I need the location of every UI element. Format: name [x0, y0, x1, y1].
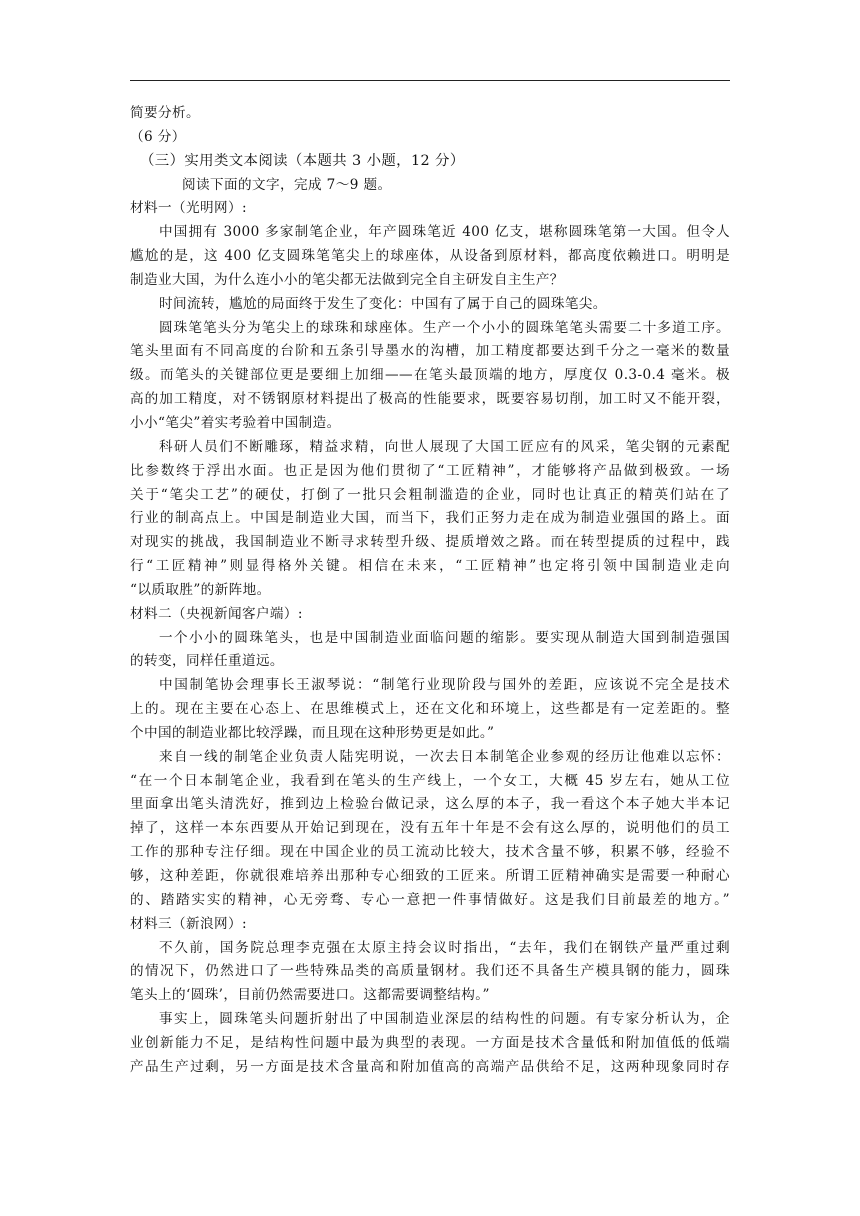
- text-line: 一个小小的圆珠笔头，也是中国制造业面临问题的缩影。要实现从制造大国到制造强国: [159, 629, 730, 646]
- text-line: 事实上，圆珠笔头问题折射出了中国制造业深层的结构性的问题。有专家分析认为，企: [159, 1011, 730, 1028]
- text-line: （三）实用类文本阅读（本题共 3 小题，12 分）: [140, 152, 465, 169]
- text-line: 来自一线的制笔企业负责人陆宪明说，一次去日本制笔企业参观的经历让他难以忘怀：: [159, 748, 730, 765]
- text-line: 够，这种差距，你就很难培养出那种专心细致的工匠来。所谓工匠精神确实是需要一种耐心: [130, 868, 730, 884]
- text-line: 级。而笔头的关键部位更是要细上加细——在笔头最顶端的地方，厚度仅 0.3-0.4 毫米。极: [130, 367, 730, 384]
- text-line: 时间流转，尴尬的局面终于发生了变化：中国有了属于自己的圆珠笔尖。: [159, 295, 607, 312]
- document-body: [130, 102, 730, 1080]
- text-line: 里面拿出笔头清洗好，推到边上检验台做记录，这么厚的本子，我一看这个本子她大半本记: [130, 796, 730, 813]
- text-line: 的情况下，仍然进口了一些特殊品类的高质量钢材。我们还不具备生产模具钢的能力，圆珠: [130, 963, 730, 980]
- text-line: 圆珠笔笔头分为笔尖上的球珠和球座体。生产一个小小的圆珠笔笔头需要二十多道工序。: [159, 319, 730, 336]
- text-line: 中国制笔协会理事长王淑琴说：“制笔行业现阶段与国外的差距，应该说不完全是技术: [159, 677, 730, 694]
- text-line: 阅读下面的文字，完成 7～9 题。: [182, 176, 392, 193]
- text-line: 不久前，国务院总理李克强在太原主持会议时指出，“去年，我们在钢铁产量严重过剩: [159, 939, 730, 956]
- text-line: 行业的制高点上。中国是制造业大国，而当下，我们正努力走在成为制造业强国的路上。面: [130, 510, 730, 527]
- text-line: “以质取胜”的新阵地。: [130, 581, 271, 598]
- text-line: 制造业大国，为什么连小小的笔尖都无法做到完全自主研发自主生产？: [130, 271, 564, 288]
- text-line: 比参数终于浮出水面。也正是因为他们贯彻了“工匠精神”，才能够将产品做到极致。一场: [130, 462, 730, 479]
- text-line: 中国拥有 3000 多家制笔企业，年产圆珠笔近 400 亿支，堪称圆珠笔第一大国。但令人: [159, 224, 730, 241]
- text-line: 个中国的制造业都比较浮躁，而且现在这种形势更是如此。”: [130, 724, 495, 741]
- text-line: 小小“笔尖”着实考验着中国制造。: [130, 414, 341, 431]
- text-line: 的转变，同样任重道远。: [130, 653, 284, 670]
- text-line: 业创新能力不足，是结构性问题中最为典型的表现。一方面是技术含量低和附加值低的低端: [130, 1034, 730, 1051]
- text-line: 笔头里面有不同高度的台阶和五条引导墨水的沟槽，加工精度都要达到千分之一毫米的数量: [130, 343, 730, 360]
- text-line: 上的。现在主要在心态上、在思维模式上，还在文化和环境上，这些都是有一定差距的。整: [130, 701, 730, 718]
- text-line: “在一个日本制笔企业，我看到在笔头的生产线上，一个女工，大概 45 岁左右，她从工位: [130, 772, 730, 789]
- text-line: 材料三（新浪网）:: [130, 915, 247, 932]
- text-line: 的、踏踏实实的精神，心无旁骛、专心一意把一件事情做好。这是我们目前最差的地方。”: [130, 891, 730, 908]
- text-line: 对现实的挑战，我国制造业不断寻求转型升级、提质增效之路。而在转型提质的过程中，践: [130, 534, 730, 551]
- text-line: 科研人员们不断雕琢，精益求精，向世人展现了大国工匠应有的风采，笔尖钢的元素配: [159, 438, 730, 455]
- text-line: 笔头上的‘圆珠’，目前仍然需要进口。这都需要调整结构。”: [130, 987, 490, 1004]
- text-line: 材料二（央视新闻客户端）:: [130, 605, 303, 622]
- text-line: 行“工匠精神”则显得格外关键。相信在未来，“工匠精神”也定将引领中国制造业走向: [130, 558, 730, 575]
- text-line: 简要分析。: [130, 105, 200, 121]
- text-line: 产品生产过剩，另一方面是技术含量高和附加值高的高端产品供给不足，这两种现象同时存: [130, 1058, 730, 1075]
- text-line: 掉了，这样一本东西要从开始记到现在，没有五年十年是不会有这么厚的，说明他们的员工: [130, 820, 730, 837]
- text-line: 工作的那种专注仔细。现在中国企业的员工流动比较大，技术含量不够，积累不够，经验不: [130, 844, 730, 861]
- text-line: 尴尬的是，这 400 亿支圆珠笔笔尖上的球座体，从设备到原材料，都高度依赖进口。明明是: [130, 248, 730, 265]
- text-line: 高的加工精度，对不锈钢原材料提出了极高的性能要求，既要容易切削，加工时又不能开裂，: [130, 391, 730, 408]
- text-line: （6 分）: [130, 128, 186, 145]
- header-rule: [130, 80, 730, 81]
- text-line: 关于“笔尖工艺”的硬仗，打倒了一批只会粗制滥造的企业，同时也让真正的精英们站在了: [130, 486, 730, 503]
- text-line: 材料一（光明网）:: [130, 200, 247, 217]
